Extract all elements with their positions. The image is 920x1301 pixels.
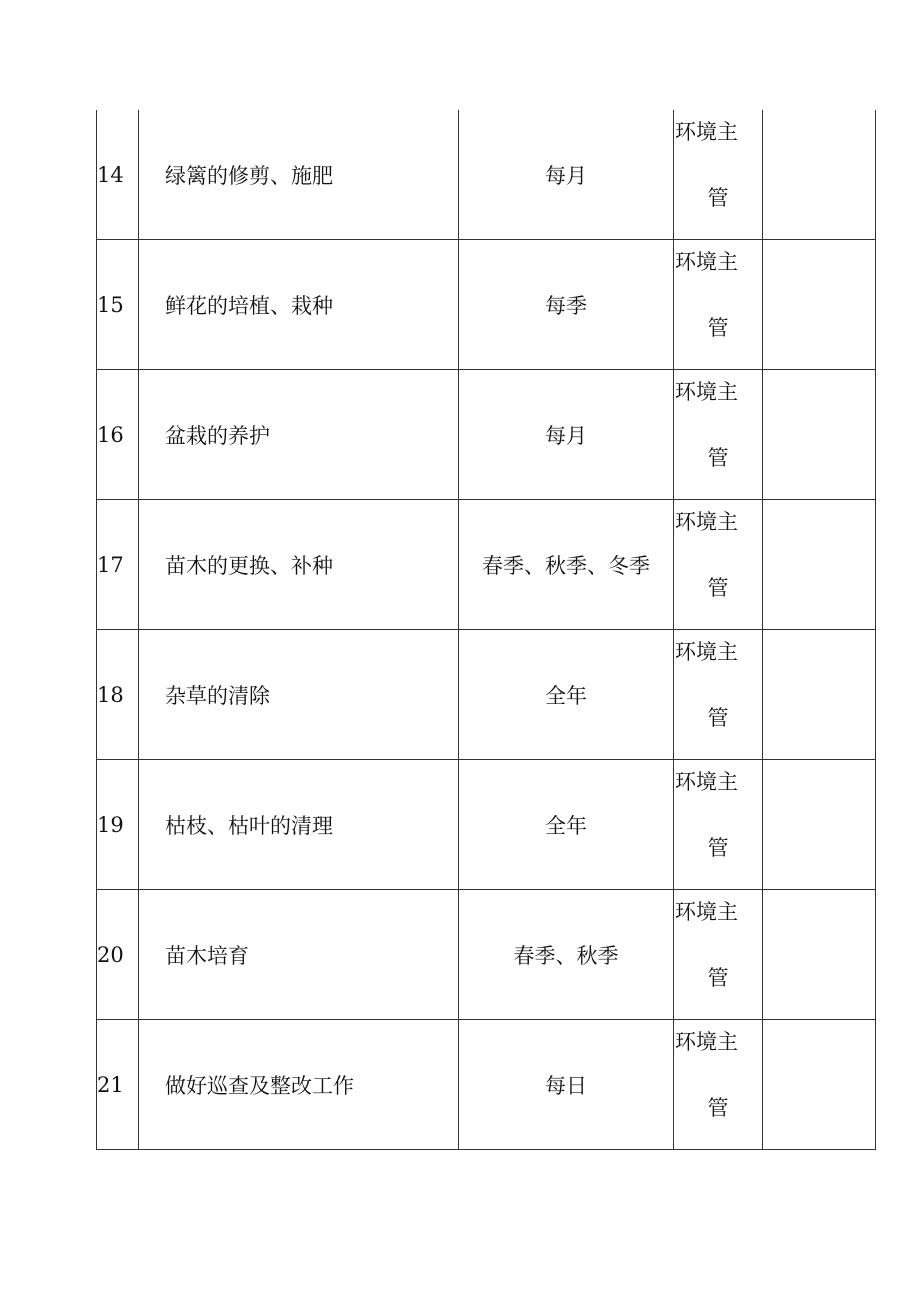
task-item-cell: [139, 760, 459, 890]
row-number: 19: [97, 812, 124, 837]
task-item-cell: [139, 500, 459, 630]
frequency-cell: [459, 760, 674, 890]
task-item-cell: [139, 890, 459, 1020]
frequency-cell: [459, 500, 674, 630]
remark-cell: [763, 890, 876, 1020]
task-item-text: 做好巡查及整改工作: [165, 1073, 354, 1098]
responsible-text-line2: 管: [707, 706, 729, 730]
responsible-cell: [674, 630, 763, 760]
task-item-text: 鲜花的培植、栽种: [165, 293, 333, 318]
frequency-text: 每日: [545, 1073, 587, 1098]
task-item-text: 苗木的更换、补种: [165, 553, 333, 578]
row-number-cell: [97, 1020, 139, 1150]
responsible-cell: [674, 760, 763, 890]
table-row: [97, 630, 876, 760]
frequency-text: 春季、秋季、冬季: [482, 553, 650, 578]
frequency-text: 每月: [545, 163, 587, 188]
responsible-text-line2: 管: [707, 576, 729, 600]
remark-cell: [763, 760, 876, 890]
responsible-text-line1: 环境主: [675, 900, 738, 924]
task-item-text: 杂草的清除: [165, 683, 270, 708]
row-number-cell: [97, 240, 139, 370]
row-number-cell: [97, 630, 139, 760]
task-item-cell: [139, 1020, 459, 1150]
frequency-cell: [459, 110, 674, 240]
task-item-cell: [139, 630, 459, 760]
task-item-text: 苗木培育: [165, 943, 249, 968]
row-number: 20: [97, 942, 124, 967]
frequency-cell: [459, 630, 674, 760]
frequency-cell: [459, 890, 674, 1020]
remark-cell: [763, 1020, 876, 1150]
task-item-cell: [139, 110, 459, 240]
frequency-cell: [459, 1020, 674, 1150]
row-number: 17: [97, 552, 124, 577]
remark-cell: [763, 110, 876, 240]
frequency-text: 春季、秋季: [513, 943, 619, 968]
responsible-cell: [674, 890, 763, 1020]
table-row: [97, 110, 876, 240]
responsible-text-line2: 管: [707, 966, 729, 990]
frequency-cell: [459, 370, 674, 500]
table-row: [97, 370, 876, 500]
row-number: 15: [97, 292, 124, 317]
responsible-text-line1: 环境主: [675, 120, 738, 144]
frequency-cell: [459, 240, 674, 370]
row-number-cell: [97, 760, 139, 890]
table-body: [97, 110, 876, 1150]
responsible-text-line2: 管: [707, 836, 729, 860]
responsible-text-line2: 管: [707, 186, 729, 210]
responsible-text-line1: 环境主: [675, 640, 738, 664]
frequency-text: 全年: [545, 813, 587, 838]
remark-cell: [763, 500, 876, 630]
task-item-cell: [139, 370, 459, 500]
frequency-text: 每月: [545, 423, 587, 448]
maintenance-schedule-table: [96, 110, 876, 1150]
responsible-text-line1: 环境主: [675, 770, 738, 794]
responsible-cell: [674, 370, 763, 500]
responsible-cell: [674, 1020, 763, 1150]
task-item-text: 枯枝、枯叶的清理: [165, 813, 333, 838]
responsible-text-line1: 环境主: [675, 380, 738, 404]
table-row: [97, 240, 876, 370]
table-row: [97, 500, 876, 630]
responsible-text-line1: 环境主: [675, 510, 738, 534]
responsible-cell: [674, 240, 763, 370]
table-row: [97, 760, 876, 890]
task-item-text: 绿篱的修剪、施肥: [165, 163, 333, 188]
task-item-text: 盆栽的养护: [165, 423, 270, 448]
frequency-text: 全年: [545, 683, 587, 708]
responsible-cell: [674, 500, 763, 630]
row-number-cell: [97, 500, 139, 630]
responsible-cell: [674, 110, 763, 240]
responsible-text-line2: 管: [707, 316, 729, 340]
responsible-text-line2: 管: [707, 1096, 729, 1120]
remark-cell: [763, 240, 876, 370]
row-number: 21: [97, 1072, 124, 1097]
responsible-text-line2: 管: [707, 446, 729, 470]
remark-cell: [763, 370, 876, 500]
row-number-cell: [97, 370, 139, 500]
row-number-cell: [97, 890, 139, 1020]
row-number: 14: [97, 162, 124, 187]
responsible-text-line1: 环境主: [675, 250, 738, 274]
task-item-cell: [139, 240, 459, 370]
row-number: 16: [97, 422, 124, 447]
row-number: 18: [97, 682, 124, 707]
table-row: [97, 890, 876, 1020]
table-row: [97, 1020, 876, 1150]
frequency-text: 每季: [545, 293, 587, 318]
remark-cell: [763, 630, 876, 760]
row-number-cell: [97, 110, 139, 240]
responsible-text-line1: 环境主: [675, 1030, 738, 1054]
